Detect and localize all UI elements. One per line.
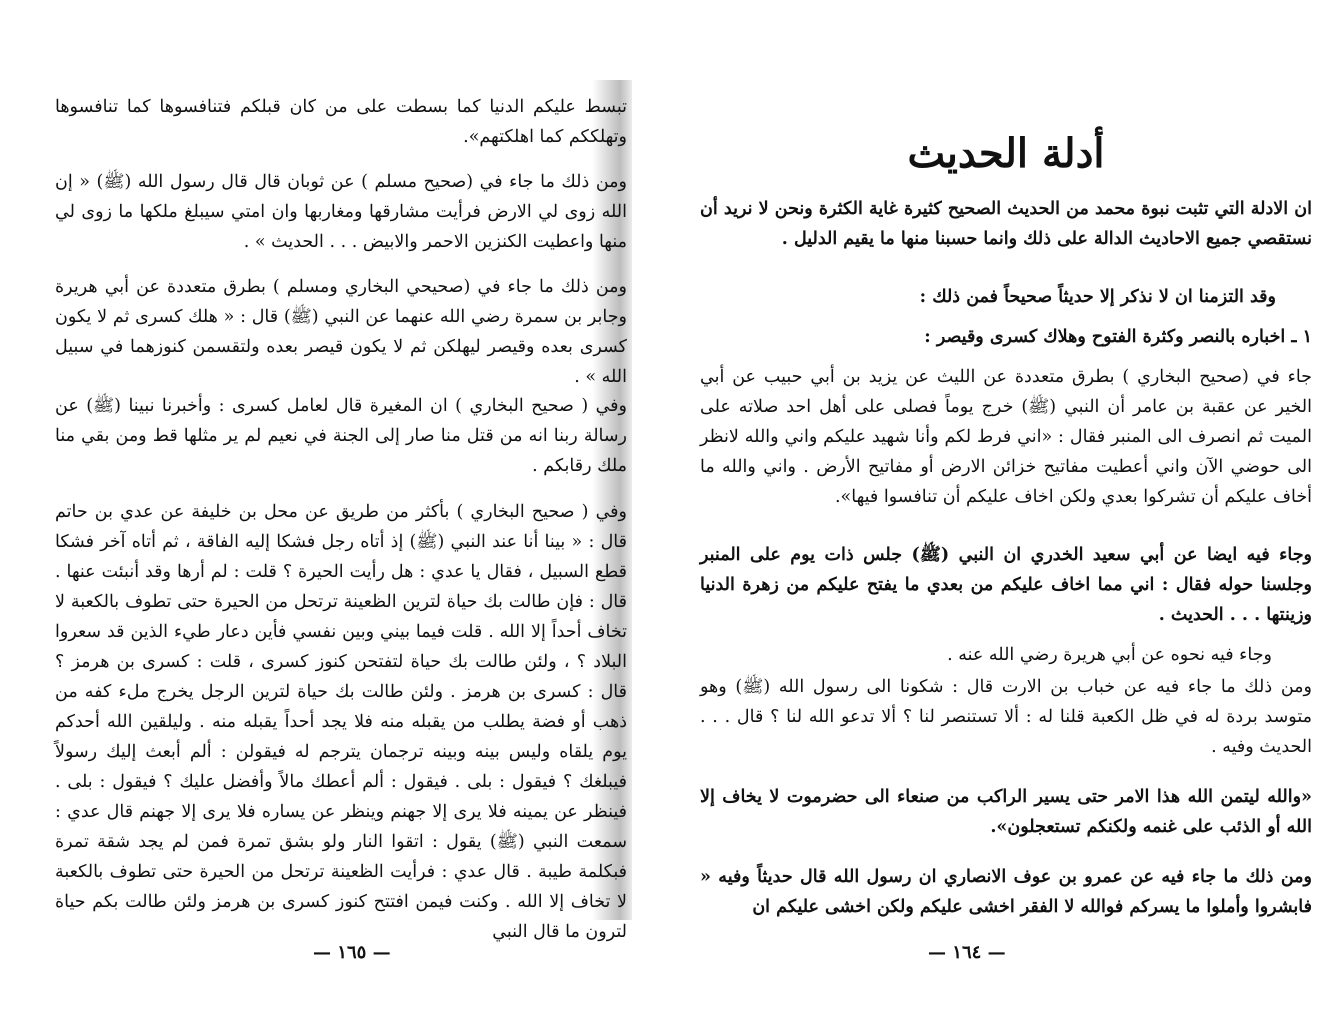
right-paragraph-2: وقد التزمنا ان لا نذكر إلا حديثاً صحيحاً فمن ذلك : bbox=[919, 287, 1276, 307]
right-paragraph-7: «والله ليتمن الله هذا الامر حتى يسير الراكب من صنعاء الى حضرموت لا يخاف إلا الله أو الذئب على غنمه ولكنكم تستعجلون». bbox=[700, 787, 1312, 837]
left-paragraph-3: ومن ذلك ما جاء في (صحيحي البخاري ومسلم ) بطرق متعددة عن أبي هريرة وجابر بن سمرة رضي الله عنهما عن النبي (ﷺ) قال : « هلك كسرى ثم لا يكون كسرى بعده وقيصر ليهلكن ثم لا يكون قيصر بعده ولتقسمن كنوزهما في سبيل الله » . bbox=[55, 277, 627, 387]
left-page-number: — ١٦٥ — bbox=[313, 942, 391, 963]
left-paragraph-5: وفي ( صحيح البخاري ) بأكثر من طريق عن محل بن خليفة عن عدي بن حاتم قال : « بينا أنا عند النبي (ﷺ) إذ أتاه رجل فشكا إليه الفاقة ، ثم أتاه آخر فشكا قطع السبيل ، فقال يا عدي : هل رأيت الحيرة ؟ قلت : لم أرها وقد أنبئت عنها . قال : فإن طالت بك حياة لترين الظعينة ترتحل من الحيرة حتى تطوف بالكعبة لا تخاف أحداً إلا الله . قلت فيما بيني وبين نفسي فأين دعار طيء الذين قد سعروا البلاد ؟ ، ولئن طالت بك حياة لتفتحن كنوز كسرى ، قلت : كسرى بن هرمز ؟ قال : كسرى بن هرمز . ولئن طالت بك حياة لترين الرجل يخرج ملء كفه من ذهب أو فضة يطلب من يقبله منه فلا يجد أحداً يقبله منه . وليلقين الله أحدكم يوم يلقاه وليس بينه وبينه ترجمان يترجم له فيقولن : ألم أبعث إليك رسولاً فيبلغك ؟ فيقول : بلى . فيقول : ألم أعطك مالاً وأفضل عليك ؟ فيقول : بلى . فينظر عن يمينه فلا يرى إلا جهنم وينظر عن يساره فلا يرى إلا جهنم قال عدي : سمعت النبي (ﷺ) يقول : اتقوا النار ولو بشق تمرة فمن لم يجد شقة تمرة فبكلمة طيبة . قال عدي : فرأيت الظعينة ترتحل من الحيرة حتى تطوف بالكعبة لا تخاف إلا الله . وكنت فيمن افتتح كنوز كسرى بن هرمز ولئن طالت بكم حياة لترون ما قال النبي bbox=[55, 502, 627, 942]
right-paragraph-8: ومن ذلك ما جاء فيه عن عمرو بن عوف الانصاري ان رسول الله قال حديثاً وفيه « فابشروا وأملوا ما يسركم فوالله لا الفقر اخشى عليكم ولكن اخشى عليكم ان bbox=[700, 867, 1312, 917]
left-paragraph-2: ومن ذلك ما جاء في (صحيح مسلم ) عن ثوبان قال قال رسول الله (ﷺ) « إن الله زوى لي الارض فرأيت مشارقها ومغاربها وان امتي سيبلغ ملكها ما زوى لي منها واعطيت الكنزين الاحمر والابيض . . . الحديث » . bbox=[55, 172, 627, 252]
right-paragraph-3: جاء في (صحيح البخاري ) بطرق متعددة عن الليث عن يزيد بن أبي حبيب عن أبي الخير عن عقبة بن عامر أن النبي (ﷺ) خرج يوماً فصلى على أهل احد صلاته على الميت ثم انصرف الى المنبر فقال : «اني فرط لكم وأنا شهيد عليكم واني والله لانظر الى حوضي الآن واني أعطيت مفاتيح خزائن الارض أو مفاتيح الأرض . واني والله ما أخاف عليكم أن تشركوا بعدي ولكن اخاف عليكم أن تنافسوا فيها». bbox=[700, 367, 1312, 507]
right-paragraph-4: وجاء فيه ايضا عن أبي سعيد الخدري ان النبي (ﷺ) جلس ذات يوم على المنبر وجلسنا حوله فقال : اني مما اخاف عليكم من بعدي ما يفتح عليكم من زهرة الدنيا وزينتها . . . الحديث . bbox=[700, 545, 1312, 625]
right-paragraph-6: ومن ذلك ما جاء فيه عن خباب بن الارت قال : شكونا الى رسول الله (ﷺ) وهو متوسد بردة له في ظل الكعبة قلنا له : ألا تستنصر لنا ؟ ألا تدعو الله لنا ؟ قال . . . الحديث وفيه . bbox=[700, 677, 1312, 757]
right-page bbox=[700, 0, 1312, 1020]
right-paragraph-5: وجاء فيه نحوه عن أبي هريرة رضي الله عنه . bbox=[947, 645, 1272, 665]
left-paragraph-1: تبسط عليكم الدنيا كما بسطت على من كان قبلكم فتنافسوها كما تنافسوها وتهلككم كما اهلكتهم». bbox=[55, 97, 627, 147]
right-section-heading: ١ ـ اخباره بالنصر وكثرة الفتوح وهلاك كسرى وقيصر : bbox=[924, 327, 1312, 347]
right-paragraph-1: ان الادلة التي تثبت نبوة محمد من الحديث الصحيح كثيرة غاية الكثرة ونحن لا نريد أن نستقصي جميع الاحاديث الدالة على ذلك وانما حسبنا منها ما يقيم الدليل . bbox=[700, 199, 1312, 249]
left-paragraph-4: وفي ( صحيح البخاري ) ان المغيرة قال لعامل كسرى : وأخبرنا نبينا (ﷺ) عن رسالة ربنا انه من قتل منا صار إلى الجنة في نعيم لم ير مثلها قط ومن بقي منا ملك رقابكم . bbox=[55, 396, 627, 476]
chapter-title: أدلة الحديث bbox=[907, 130, 1105, 177]
right-page-number: — ١٦٤ — bbox=[928, 942, 1006, 963]
left-page bbox=[55, 0, 627, 1020]
